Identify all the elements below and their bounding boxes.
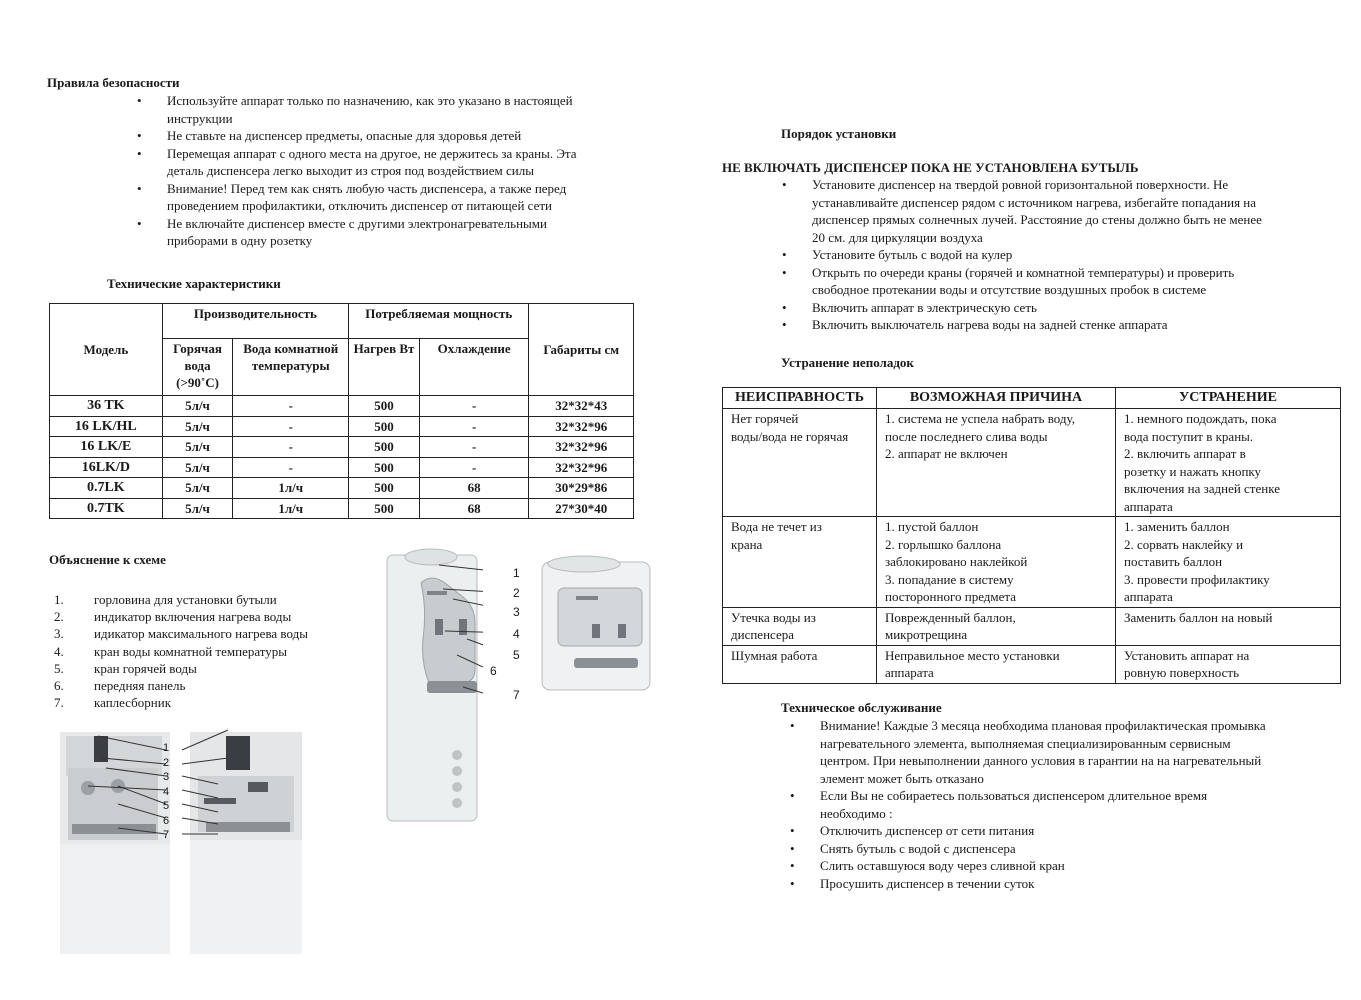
scheme-item-number: 1.: [54, 592, 64, 607]
safety-item: [137, 145, 657, 180]
trouble-title: Устранение неполадок: [781, 355, 914, 370]
cell-cause: [877, 645, 1116, 683]
list-item-line: Снять бутыль с водой с диспенсера: [820, 840, 1016, 856]
trouble-header-problem: НЕИСПРАВНОСТЬ: [723, 388, 877, 409]
cell-dim: 32*32*43: [529, 396, 634, 417]
cell-hot: 5л/ч: [162, 396, 233, 417]
list-item-line: Перемещая аппарат с одного места на другое, не держитесь за краны. Эта: [167, 145, 577, 161]
list-item-line: свободное протекании воды и отсутствие воздушных пробок в системе: [812, 282, 1207, 297]
bullet-icon: •: [137, 180, 142, 196]
safety-item: [137, 92, 657, 127]
bullet-icon: •: [790, 840, 795, 856]
cell-hot: 5л/ч: [162, 437, 233, 458]
header-productivity: Производительность: [162, 304, 348, 339]
bullet-icon: •: [782, 264, 787, 280]
list-item-line: центром. При невыполнении данного условия в гарантии на на нагревательный: [820, 753, 1262, 768]
cell-line: 2. сорвать наклейку и: [1124, 536, 1244, 552]
table-row: [723, 645, 1341, 683]
cell-line: аппарата: [1124, 589, 1173, 604]
list-item-line: Включить выключатель нагрева воды на задней стенке аппарата: [812, 317, 1168, 332]
cell-room: -: [233, 416, 349, 437]
cell-line: 2. аппарат не включен: [885, 446, 1008, 461]
header-room-water: Вода комнатной температуры: [233, 339, 349, 396]
bullet-icon: •: [782, 177, 787, 192]
cell-line: 1. система не успела набрать воду,: [885, 411, 1075, 426]
cell-line: вода поступит в краны.: [1124, 428, 1254, 444]
cell-dim: 30*29*86: [529, 478, 634, 499]
scheme-item: [54, 625, 308, 642]
cell-line: 3. попадание в систему: [885, 571, 1014, 587]
cell-model: 16 LK/HL: [50, 416, 163, 437]
table-row: [50, 478, 634, 499]
cell-line: 2. горлышко баллона: [885, 536, 1002, 552]
maintenance-item: [790, 822, 1342, 840]
scheme-item-number: 4.: [54, 643, 64, 659]
bullet-icon: •: [782, 317, 787, 332]
cell-dim: 32*32*96: [529, 457, 634, 478]
table-row: [723, 607, 1341, 645]
list-item-line: Установите диспенсер на твердой ровной горизонтальной поверхности. Не: [812, 177, 1229, 192]
cell-cool: -: [419, 416, 529, 437]
install-item: [782, 316, 1342, 334]
cell-room: 1л/ч: [233, 498, 349, 519]
maintenance-list: [790, 717, 1342, 892]
cell-hot: 5л/ч: [162, 416, 233, 437]
cell-line: 1. заменить баллон: [1124, 519, 1230, 534]
callout-number: 6: [163, 815, 170, 827]
bullet-icon: •: [790, 788, 795, 803]
cell-line: Вода не течет из: [731, 519, 822, 534]
trouble-header-fix: УСТРАНЕНИЕ: [1116, 388, 1341, 409]
cell-room: -: [233, 396, 349, 417]
install-item: [782, 299, 1342, 317]
trouble-table: [722, 387, 1341, 684]
cell-cause: [877, 517, 1116, 608]
header-hot-water: Горячая вода (>90˚С): [162, 339, 233, 396]
scheme-item-text: идикатор максимального нагрева воды: [94, 626, 308, 642]
list-item-line: Если Вы не собираетесь пользоваться диспенсером длительное время: [820, 788, 1208, 803]
scheme-item-text: горловина для установки бутыли: [94, 592, 277, 607]
cell-fix: [1116, 645, 1341, 683]
cell-line: аппарата: [885, 665, 934, 680]
scheme-item: [54, 660, 308, 677]
maintenance-title: Техническое обслуживание: [781, 700, 942, 715]
list-item-line: Используйте аппарат только по назначению, как это указано в настоящей: [167, 93, 573, 108]
install-item: [782, 264, 1342, 299]
cell-dim: 32*32*96: [529, 437, 634, 458]
scheme-item-number: 3.: [54, 626, 64, 642]
list-item-line: необходимо :: [820, 805, 893, 821]
cell-line: заблокировано наклейкой: [885, 554, 1028, 569]
cell-fix: [1116, 517, 1341, 608]
header-dimensions: Габариты см: [529, 304, 634, 396]
table-row: [50, 396, 634, 417]
specs-table: [49, 303, 634, 519]
cell-hot: 5л/ч: [162, 498, 233, 519]
table-row: [723, 409, 1341, 517]
cell-problem: [723, 517, 877, 608]
list-item-line: Слить оставшуюся воду через сливной кран: [820, 858, 1065, 873]
bullet-icon: •: [790, 858, 795, 873]
list-item-line: устанавливайте диспенсер рядом с источником нагрева, избегайте попадания на: [812, 194, 1257, 210]
cell-hot: 5л/ч: [162, 478, 233, 499]
cell-model: 0.7LK: [50, 478, 163, 499]
install-item: [782, 246, 1342, 264]
cell-line: розетку и нажать кнопку: [1124, 463, 1262, 479]
cell-line: аппарата: [1124, 498, 1173, 514]
safety-item: [137, 215, 657, 250]
cell-heat: 500: [349, 478, 420, 499]
cell-cool: 68: [419, 498, 529, 519]
cell-line: микротрещина: [885, 627, 968, 642]
install-list: [782, 176, 1342, 334]
specs-title: Технические характеристики: [107, 276, 281, 291]
header-model: Модель: [50, 304, 163, 396]
callout-number: 3: [513, 605, 520, 619]
cell-line: воды/вода не горячая: [731, 428, 849, 444]
install-warning: НЕ ВКЛЮЧАТЬ ДИСПЕНСЕР ПОКА НЕ УСТАНОВЛЕНА БУТЫЛЬ: [722, 160, 1139, 175]
cell-model: 16LK/D: [50, 457, 163, 478]
scheme-item: [54, 608, 308, 625]
maintenance-item: [790, 857, 1342, 875]
scheme-item: [54, 677, 308, 694]
cell-cool: 68: [419, 478, 529, 499]
install-title: Порядок установки: [781, 126, 897, 141]
list-item-line: диспенсер прямых солнечных лучей. Расстояние до стены должно быть не менее: [812, 212, 1262, 227]
install-item: [782, 176, 1342, 246]
cell-heat: 500: [349, 457, 420, 478]
scheme-item-text: каплесборник: [94, 695, 172, 711]
cell-dim: 32*32*96: [529, 416, 634, 437]
list-item-line: приборами в одну розетку: [167, 233, 313, 248]
cell-line: Установить аппарат на: [1124, 647, 1250, 663]
cell-line: 3. провести профилактику: [1124, 571, 1270, 587]
list-item-line: элемент может быть отказано: [820, 770, 984, 786]
bullet-icon: •: [137, 128, 142, 143]
scheme-item-text: кран воды комнатной температуры: [94, 643, 288, 659]
list-item-line: нагревательного элемента, выполняемая специализированным сервисным: [820, 735, 1231, 751]
cell-line: 1. немного подождать, пока: [1124, 411, 1277, 426]
dispenser-photo-closeup: [58, 728, 310, 954]
table-row: [723, 517, 1341, 608]
safety-title: Правила безопасности: [47, 75, 180, 90]
dispenser-floor-illustration: [383, 543, 483, 825]
trouble-header-cause: ВОЗМОЖНАЯ ПРИЧИНА: [877, 388, 1116, 409]
cell-line: Поврежденный баллон,: [885, 609, 1016, 625]
cell-line: 2. включить аппарат в: [1124, 446, 1246, 461]
cell-hot: 5л/ч: [162, 457, 233, 478]
bullet-icon: •: [137, 145, 142, 161]
header-cooling: Охлаждение: [419, 339, 529, 396]
cell-room: -: [233, 437, 349, 458]
safety-list: [137, 92, 657, 250]
maintenance-item: [790, 840, 1342, 858]
cell-line: включения на задней стенке: [1124, 481, 1280, 496]
callout-number: 6: [490, 664, 497, 678]
scheme-item-number: 6.: [54, 678, 64, 694]
callout-number: 4: [513, 627, 520, 641]
callout-number: 4: [163, 786, 170, 798]
cell-line: посторонного предмета: [885, 589, 1017, 604]
callout-number: 7: [163, 829, 170, 841]
callout-number: 7: [513, 688, 520, 702]
bullet-icon: •: [782, 299, 787, 315]
callout-number: 1: [513, 566, 520, 580]
list-item-line: деталь диспенсера легко выходит из строя под воздействием силы: [167, 163, 534, 178]
maintenance-item: [790, 717, 1342, 787]
list-item-line: проведением профилактики, отключить диспенсер от питающей сети: [167, 198, 552, 213]
scheme-item: [54, 643, 308, 660]
list-item-line: Внимание! Каждые 3 месяца необходима плановая профилактическая промывка: [820, 718, 1266, 733]
cell-heat: 500: [349, 498, 420, 519]
bullet-icon: •: [137, 93, 142, 108]
cell-line: Нет горячей: [731, 411, 799, 426]
callout-number: 2: [513, 586, 520, 600]
cell-cool: -: [419, 437, 529, 458]
cell-heat: 500: [349, 396, 420, 417]
list-item-line: Включить аппарат в электрическую сеть: [812, 299, 1037, 315]
scheme-item: [54, 694, 308, 711]
callout-number: 1: [163, 742, 170, 754]
list-item-line: Установите бутыль с водой на кулер: [812, 247, 1013, 262]
cell-cause: [877, 607, 1116, 645]
maintenance-item: [790, 875, 1342, 893]
table-row: [50, 437, 634, 458]
cell-model: 0.7TK: [50, 498, 163, 519]
cell-room: -: [233, 457, 349, 478]
cell-dim: 27*30*40: [529, 498, 634, 519]
cell-room: 1л/ч: [233, 478, 349, 499]
scheme-title: Объяснение к схеме: [49, 552, 166, 567]
cell-model: 36 TK: [50, 396, 163, 417]
scheme-item-number: 7.: [54, 695, 64, 711]
table-row: [50, 498, 634, 519]
cell-heat: 500: [349, 416, 420, 437]
callout-number: 5: [513, 648, 520, 662]
callout-number: 2: [163, 757, 170, 769]
table-row: [50, 416, 634, 437]
bullet-icon: •: [790, 718, 795, 733]
list-item-line: Отключить диспенсер от сети питания: [820, 823, 1035, 838]
list-item-line: Внимание! Перед тем как снять любую часть диспенсера, а также перед: [167, 180, 567, 196]
scheme-item-number: 2.: [54, 609, 64, 625]
cell-line: поставить баллон: [1124, 554, 1223, 569]
maintenance-item: [790, 787, 1342, 822]
safety-item: [137, 180, 657, 215]
callout-number: 3: [163, 771, 170, 783]
cell-problem: [723, 645, 877, 683]
cell-line: 1. пустой баллон: [885, 519, 979, 534]
cell-line: ровную поверхность: [1124, 665, 1240, 680]
list-item-line: инструкции: [167, 110, 233, 126]
scheme-item-text: индикатор включения нагрева воды: [94, 609, 292, 625]
list-item-line: Просушить диспенсер в течении суток: [820, 875, 1035, 891]
cell-model: 16 LK/E: [50, 437, 163, 458]
header-heating: Нагрев Вт: [349, 339, 420, 396]
bullet-icon: •: [790, 875, 795, 891]
bullet-icon: •: [782, 247, 787, 262]
cell-problem: [723, 607, 877, 645]
scheme-list: [54, 591, 308, 711]
cell-line: Шумная работа: [731, 647, 818, 663]
cell-line: Неправильное место установки: [885, 647, 1060, 663]
cell-cool: -: [419, 457, 529, 478]
list-item-line: Не включайте диспенсер вместе с другими электронагревательными: [167, 215, 547, 231]
scheme-item-text: кран горячей воды: [94, 660, 197, 676]
bullet-icon: •: [790, 823, 795, 838]
safety-item: [137, 127, 657, 145]
cell-cause: [877, 409, 1116, 517]
header-power: Потребляемая мощность: [349, 304, 529, 339]
cell-fix: [1116, 409, 1341, 517]
cell-line: Заменить баллон на новый: [1124, 609, 1273, 625]
scheme-item: [54, 591, 308, 608]
dispenser-table-illustration: [536, 550, 656, 692]
list-item-line: Не ставьте на диспенсер предметы, опасные для здоровья детей: [167, 128, 522, 143]
scheme-item-number: 5.: [54, 660, 64, 676]
bullet-icon: •: [137, 215, 142, 231]
cell-line: диспенсера: [731, 627, 794, 642]
list-item-line: Открыть по очереди краны (горячей и комнатной температуры) и проверить: [812, 264, 1235, 280]
scheme-item-text: передняя панель: [94, 678, 186, 694]
table-row: [50, 457, 634, 478]
cell-problem: [723, 409, 877, 517]
cell-fix: [1116, 607, 1341, 645]
cell-line: крана: [731, 536, 763, 552]
list-item-line: 20 см. для циркуляции воздуха: [812, 229, 983, 245]
callout-number: 5: [163, 800, 170, 812]
cell-line: Утечка воды из: [731, 609, 816, 625]
cell-line: после последнего слива воды: [885, 428, 1048, 444]
cell-cool: -: [419, 396, 529, 417]
cell-heat: 500: [349, 437, 420, 458]
